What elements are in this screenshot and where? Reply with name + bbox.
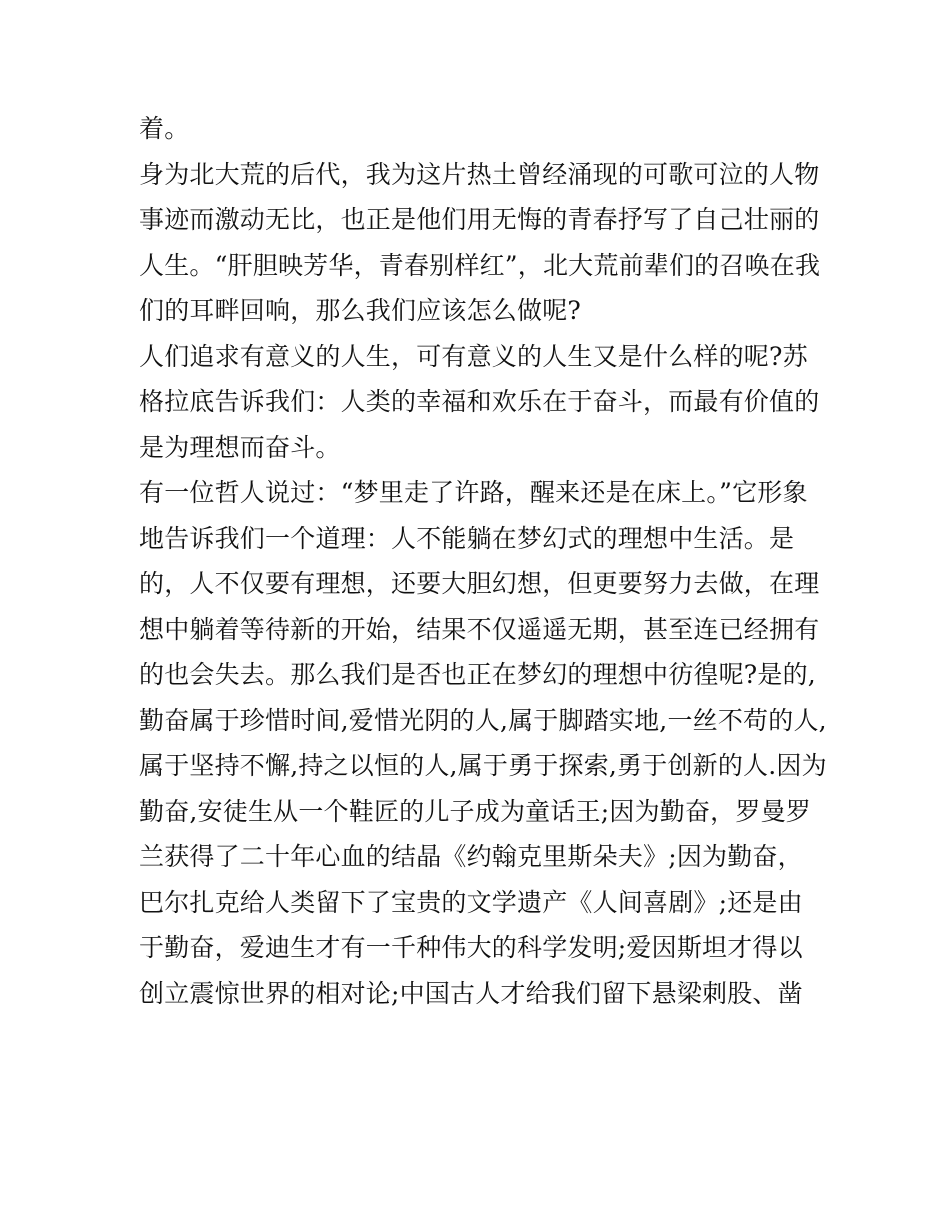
text-line: 创立震惊世界的相对论;中国古人才给我们留下悬梁刺股、凿	[139, 978, 803, 1008]
text-line: 的也会失去。那么我们是否也正在梦幻的理想中彷徨呢?是的,	[139, 660, 816, 689]
text-line: 们的耳畔回响，那么我们应该怎么做呢?	[139, 296, 582, 325]
text-line: 人生。“肝胆映芳华，青春别样红”，北大荒前辈们的召唤在我	[139, 250, 821, 280]
text-line: 事迹而激动无比，也正是他们用无悔的青春抒写了自己壮丽的	[139, 205, 820, 234]
text-line: 巴尔扎克给人类留下了宝贵的文学遗产《人间喜剧》;还是由	[139, 887, 803, 917]
text-line: 属于坚持不懈,持之以恒的人,属于勇于探索,勇于创新的人.因为	[139, 751, 827, 780]
text-line: 勤奋属于珍惜时间,爱惜光阴的人,属于脚踏实地,一丝不苟的人,	[139, 705, 827, 735]
body-text	[139, 106, 827, 1016]
text-line: 格拉底告诉我们：人类的幸福和欢乐在于奋斗，而最有价值的	[139, 387, 820, 416]
text-line: 地告诉我们一个道理：人不能躺在梦幻式的理想中生活。是	[139, 523, 795, 553]
text-line: 身为北大荒的后代，我为这片热土曾经涌现的可歌可泣的人物	[139, 159, 820, 189]
text-line: 的，人不仅要有理想，还要大胆幻想，但更要努力去做，在理	[139, 569, 820, 598]
text-line: 有一位哲人说过：“梦里走了许路，醒来还是在床上。”它形象	[139, 478, 808, 507]
text-line: 兰获得了二十年心血的结晶《约翰克里斯朵夫》;因为勤奋，	[139, 842, 803, 871]
text-line: 想中躺着等待新的开始，结果不仅遥遥无期，甚至连已经拥有	[139, 614, 820, 644]
text-line: 勤奋,安徒生从一个鞋匠的儿子成为童话王;因为勤奋，罗曼罗	[139, 796, 811, 826]
text-line: 是为理想而奋斗。	[139, 432, 341, 462]
text-line: 人们追求有意义的人生，可有意义的人生又是什么样的呢?苏	[139, 341, 808, 371]
text-line: 着。	[139, 114, 190, 143]
text-line: 于勤奋，爱迪生才有一千种伟大的科学发明;爱因斯坦才得以	[139, 933, 803, 962]
